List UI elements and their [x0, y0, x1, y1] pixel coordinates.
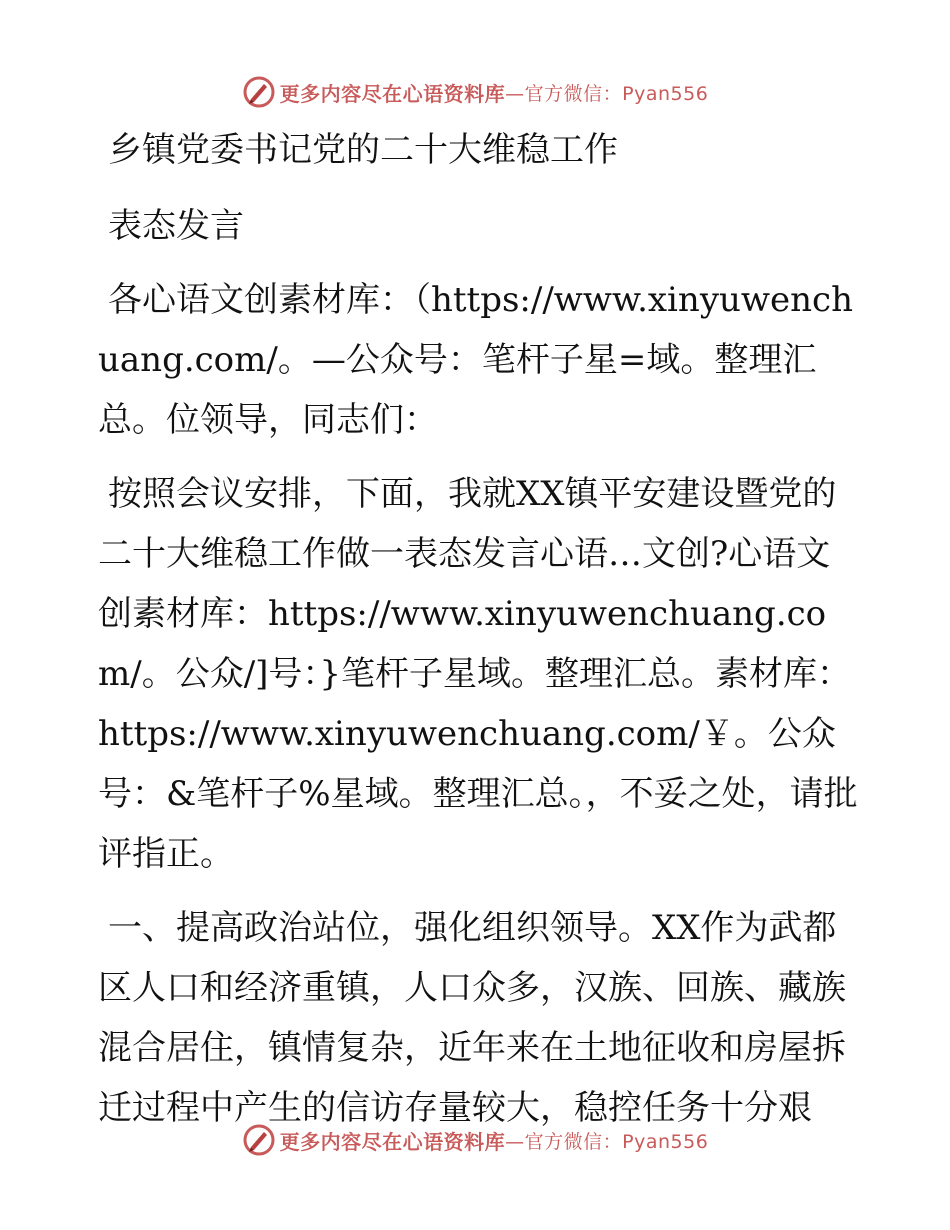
document-title-line1: 乡镇党委书记党的二十大维稳工作 [108, 130, 618, 170]
pen-logo-icon [242, 1123, 276, 1157]
watermark-banner-top [0, 70, 950, 114]
paragraph-2: 按照会议安排，下面，我就XX镇平安建设暨党的二十大维稳工作做一表态发言心语…文创?心语文创素材库：https://www.xinyuwenchuang.com/。公众/]号：}笔杆子星域。整理汇总。素材库：https://www.xinyuwenchuang.com/￥。公众号：&笔杆子%星域。整理汇总。，不妥之处，请批评指正。 [98, 474, 858, 874]
watermark-sub-text: —官方微信：Pyan556 [505, 82, 709, 105]
document-body [98, 120, 858, 1138]
document-title-line2: 表态发言 [108, 206, 244, 246]
watermark-main-text: 更多内容尽在心语资料库 [279, 1129, 506, 1154]
watermark-main-text: 更多内容尽在心语资料库 [279, 81, 506, 106]
paragraph-3: 一、提高政治站位，强化组织领导。XX作为武都区人口和经济重镇，人口众多，汉族、回族、藏族混合居住，镇情复杂，近年来在土地征收和房屋拆迁过程中产生的信访存量较大，稳控任务十分艰 [98, 908, 846, 1128]
paragraph-1: 各心语文创素材库：（https://www.xinyuwenchuang.com/。—公众号：笔杆子星=域。整理汇总。位领导，同志们： [98, 280, 853, 440]
watermark-sub-text: —官方微信：Pyan556 [505, 1130, 709, 1153]
pen-logo-icon [242, 75, 276, 109]
watermark-banner-bottom [0, 1118, 950, 1162]
